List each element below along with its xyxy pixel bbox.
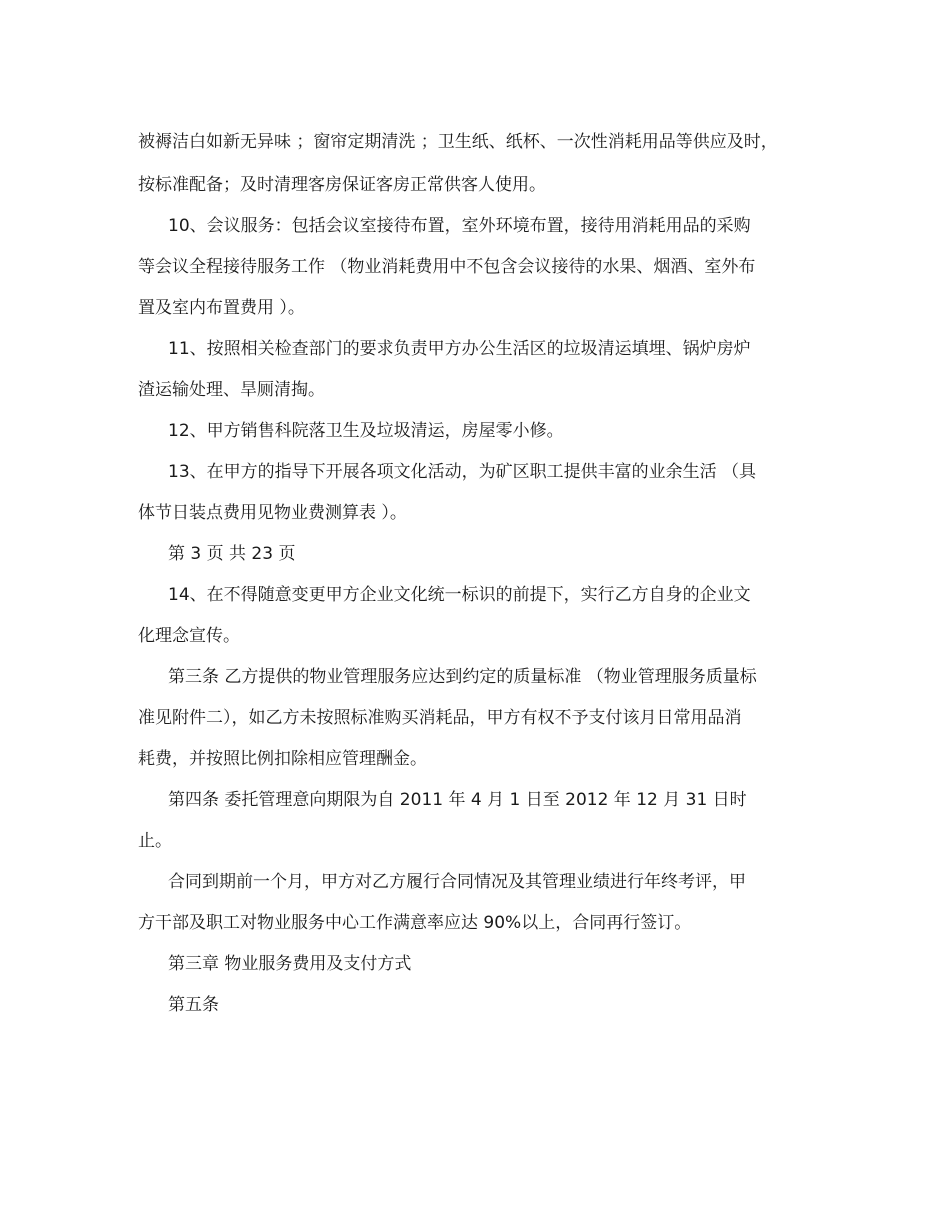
text-line: 12、甲方销售科院落卫生及垃圾清运，房屋零小修。 xyxy=(168,421,564,441)
text-line: 置及室内布置费用 ）。 xyxy=(138,298,305,318)
text-line: 按标准配备；及时清理客房保证客房正常供客人使用。 xyxy=(138,175,546,195)
text-line: 等会议全程接待服务工作 （物业消耗费用中不包含会议接待的水果、烟酒、室外布 xyxy=(138,257,756,277)
text-line: 体节日装点费用见物业费测算表 ）。 xyxy=(138,503,407,523)
text-line: 止。 xyxy=(138,831,172,851)
text-line: 13、在甲方的指导下开展各项文化活动，为矿区职工提供丰富的业余生活 （具 xyxy=(168,462,757,482)
text-line: 10、会议服务：包括会议室接待布置，室外环境布置，接待用消耗用品的采购 xyxy=(168,216,751,236)
text-line: 11、按照相关检查部门的要求负责甲方办公生活区的垃圾清运填埋、锅炉房炉 xyxy=(168,339,751,359)
text-line: 14、在不得随意变更甲方企业文化统一标识的前提下，实行乙方自身的企业文 xyxy=(168,585,751,605)
text-line: 方干部及职工对物业服务中心工作满意率应达 90%以上，合同再行签订。 xyxy=(138,913,692,933)
page-number: 第 3 页 共 23 页 xyxy=(168,544,296,564)
text-line: 化理念宣传。 xyxy=(138,626,240,646)
article-heading: 第五条 xyxy=(168,995,219,1015)
text-line: 第三条 乙方提供的物业管理服务应达到约定的质量标准 （物业管理服务质量标 xyxy=(168,667,757,687)
text-line: 第四条 委托管理意向期限为自 2011 年 4 月 1 日至 2012 年 12 月 31 日时 xyxy=(168,790,747,810)
chapter-heading: 第三章 物业服务费用及支付方式 xyxy=(168,954,412,974)
text-line: 耗费，并按照比例扣除相应管理酬金。 xyxy=(138,749,427,769)
text-line: 渣运输处理、旱厕清掏。 xyxy=(138,380,325,400)
text-line: 准见附件二），如乙方未按照标准购买消耗品，甲方有权不予支付该月日常用品消 xyxy=(138,708,742,728)
text-line: 被褥洁白如新无异味 ；窗帘定期清洗 ；卫生纸、纸杯、一次性消耗用品等供应及时， xyxy=(138,132,778,152)
text-line: 合同到期前一个月，甲方对乙方履行合同情况及其管理业绩进行年终考评，甲 xyxy=(168,872,746,892)
